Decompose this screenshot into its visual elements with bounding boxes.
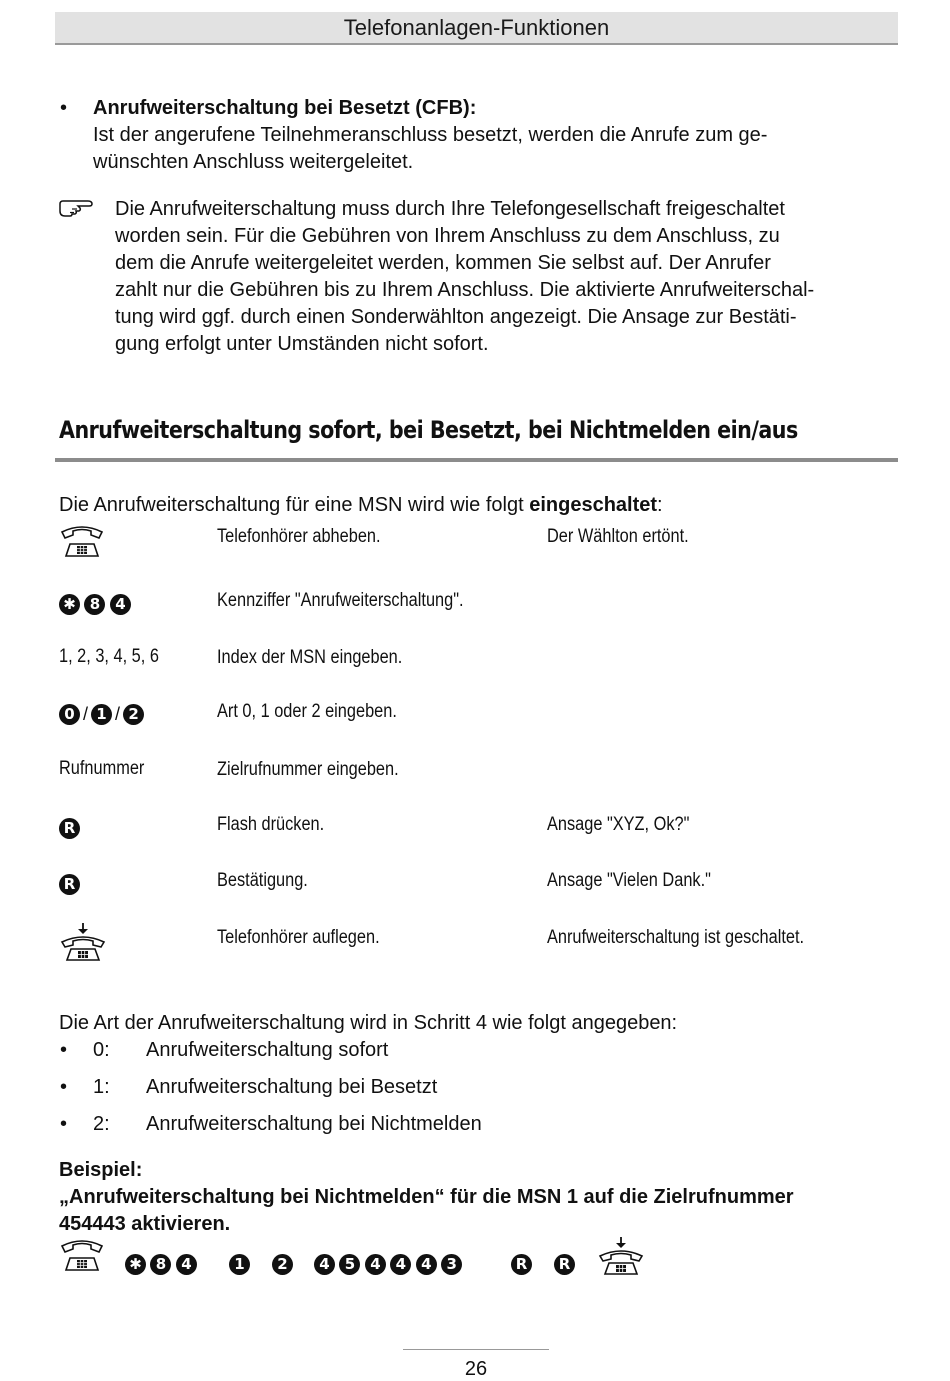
step-symbol-text: 1, 2, 3, 4, 5, 6: [59, 646, 159, 667]
intro-text: [59, 492, 663, 519]
key-sequence: [59, 818, 80, 839]
note-line: Die Anrufweiterschaltung muss durch Ihre Telefongesellschaft freigeschaltet: [115, 198, 785, 220]
pointing-hand-icon: [58, 198, 96, 218]
example-line: 454443 aktivieren.: [59, 1213, 231, 1235]
example-prefix-keys: [125, 1254, 197, 1275]
cfb-line: Ist der angerufene Teilnehmeranschluss besetzt, werden die Anrufe zum ge-: [93, 124, 768, 146]
bullet: •: [60, 97, 68, 119]
step-action: Art 0, 1 oder 2 eingeben.: [217, 701, 397, 722]
bullet: •: [60, 1076, 68, 1098]
example-flash-key: [511, 1254, 532, 1275]
step-result: Der Wählton ertönt.: [547, 526, 689, 547]
bullet: •: [60, 1039, 68, 1061]
key-4: 4: [365, 1254, 386, 1275]
step-symbol-text: Rufnummer: [59, 758, 145, 779]
key-2: 2: [123, 704, 144, 725]
type-code: 1:: [93, 1076, 110, 1098]
key-5: 5: [339, 1254, 360, 1275]
type-code: 2:: [93, 1113, 110, 1135]
key-4: 4: [314, 1254, 335, 1275]
key-r: R: [511, 1254, 532, 1275]
key-r: R: [59, 874, 80, 895]
example-msn-key: [229, 1254, 250, 1275]
phone-off-hook-icon: [58, 524, 106, 558]
key-star: ✱: [125, 1254, 146, 1275]
example-flash-key: [554, 1254, 575, 1275]
note-line: dem die Anrufe weitergeleitet werden, kommen Sie selbst auf. Der Anrufer: [115, 252, 771, 274]
key-4: 4: [416, 1254, 437, 1275]
example-title: Beispiel:: [59, 1159, 143, 1181]
step-action: Telefonhörer abheben.: [217, 526, 381, 547]
phone-off-hook-icon: [58, 1238, 106, 1272]
type-code: 0:: [93, 1039, 110, 1061]
note-line: gung erfolgt unter Umständen nicht sofort.: [115, 333, 489, 355]
bullet: •: [60, 1113, 68, 1135]
step-action: Zielrufnummer eingeben.: [217, 759, 399, 780]
intro-bold: eingeschaltet: [529, 494, 658, 516]
step-action: Flash drücken.: [217, 814, 325, 835]
step-action: Telefonhörer auflegen.: [217, 927, 380, 948]
step-result: Anrufweiterschaltung ist geschaltet.: [547, 927, 805, 948]
step-result: Ansage "Vielen Dank.": [547, 870, 711, 891]
step-action: Bestätigung.: [217, 870, 308, 891]
key-2: 2: [272, 1254, 293, 1275]
example-type-key: [272, 1254, 293, 1275]
key-r: R: [59, 818, 80, 839]
step-result: Ansage "XYZ, Ok?": [547, 814, 690, 835]
note-line: worden sein. Für die Gebühren von Ihrem Anschluss zu dem Anschluss, zu: [115, 225, 780, 247]
note-line: zahlt nur die Gebühren bis zu Ihrem Anschluss. Die aktivierte Anrufweiterschal-: [115, 279, 815, 301]
intro-suffix: :: [657, 494, 663, 516]
phone-hang-up-icon: [58, 922, 108, 962]
separator: /: [83, 704, 89, 724]
page-number: 26: [464, 1358, 488, 1380]
type-label: Anrufweiterschaltung bei Besetzt: [146, 1076, 438, 1098]
step-action: Kennziffer "Anrufweiterschaltung".: [217, 590, 464, 611]
step-action: Index der MSN eingeben.: [217, 647, 403, 668]
key-4: 4: [110, 594, 131, 615]
key-0: 0: [59, 704, 80, 725]
key-sequence: [59, 704, 144, 725]
key-8: 8: [84, 594, 105, 615]
example-number-keys: [314, 1254, 462, 1275]
cfb-line: wünschten Anschluss weitergeleitet.: [93, 151, 414, 173]
key-r: R: [554, 1254, 575, 1275]
key-1: 1: [91, 704, 112, 725]
intro-prefix: Die Anrufweiterschaltung für eine MSN wird wie folgt: [59, 494, 530, 516]
footer-rule: [403, 1349, 549, 1350]
example-line: „Anrufweiterschaltung bei Nichtmelden“ für die MSN 1 auf die Zielrufnummer: [59, 1186, 794, 1208]
key-sequence: [59, 594, 131, 615]
key-3: 3: [441, 1254, 462, 1275]
note-line: tung wird ggf. durch einen Sonderwählton angezeigt. Die Ansage zur Bestäti-: [115, 306, 797, 328]
key-8: 8: [150, 1254, 171, 1275]
heading-rule: [55, 458, 898, 462]
key-star: ✱: [59, 594, 80, 615]
key-1: 1: [229, 1254, 250, 1275]
types-intro: Die Art der Anrufweiterschaltung wird in Schritt 4 wie folgt angegeben:: [59, 1012, 678, 1034]
section-heading: Anrufweiterschaltung sofort, bei Besetzt, bei Nichtmelden ein/aus: [59, 416, 798, 444]
type-label: Anrufweiterschaltung bei Nichtmelden: [146, 1113, 482, 1135]
page-header: Telefonanlagen-Funktionen: [55, 12, 898, 45]
separator: /: [115, 704, 121, 724]
cfb-title: Anrufweiterschaltung bei Besetzt (CFB):: [93, 97, 477, 119]
phone-hang-up-icon: [596, 1236, 646, 1276]
key-4: 4: [176, 1254, 197, 1275]
key-4: 4: [390, 1254, 411, 1275]
key-sequence: [59, 874, 80, 895]
type-label: Anrufweiterschaltung sofort: [146, 1039, 389, 1061]
